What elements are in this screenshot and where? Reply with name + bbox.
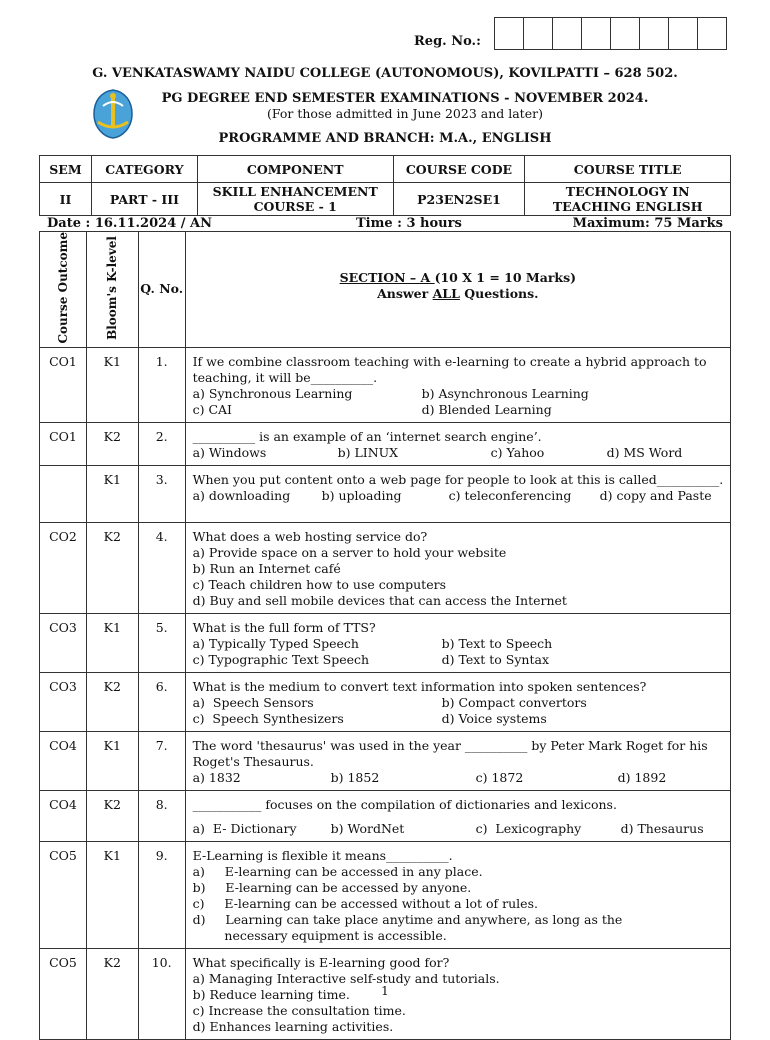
answer-option: b) E-learning can be accessed by anyone. bbox=[192, 879, 472, 895]
blooms-level-header: Bloom's K-level bbox=[105, 235, 120, 340]
answer-option: c) Speech Synthesizers bbox=[192, 710, 344, 726]
answer-option: necessary equipment is accessible. bbox=[192, 927, 447, 943]
question-number: 6. bbox=[138, 672, 185, 731]
admitted-note: (For those admitted in June 2023 and later) bbox=[267, 106, 543, 121]
question-body bbox=[185, 347, 730, 422]
answer-option: d) Buy and sell mobile devices that can access the Internet bbox=[192, 592, 567, 608]
category-value: PART - III bbox=[91, 183, 197, 216]
reg-no-digit-box[interactable] bbox=[581, 17, 611, 50]
section-heading bbox=[185, 232, 730, 348]
question-number: 2. bbox=[138, 422, 185, 465]
answer-option: c) 1872 bbox=[475, 769, 524, 785]
answer-option: c) teleconferencing bbox=[448, 487, 572, 503]
question-text: What specifically is E-learning good for? bbox=[192, 954, 450, 970]
question-text: What is the full form of TTS? bbox=[192, 619, 376, 635]
col-blooms-level bbox=[86, 232, 138, 348]
question-body bbox=[185, 790, 730, 841]
answer-option: d) MS Word bbox=[606, 444, 683, 460]
reg-no-digit-box[interactable] bbox=[610, 17, 640, 50]
blooms-level: K1 bbox=[86, 465, 138, 522]
header-label: COURSE TITLE bbox=[525, 156, 731, 183]
instruction-emph: ALL bbox=[432, 286, 460, 302]
question-number-header: Q. No. bbox=[140, 281, 184, 297]
col-course-outcome bbox=[40, 232, 87, 348]
answer-option: d) Voice systems bbox=[441, 710, 547, 726]
answer-option: a) Windows bbox=[192, 444, 267, 460]
question-row bbox=[40, 790, 731, 841]
blooms-level: K1 bbox=[86, 731, 138, 790]
answer-option: b) Reduce learning time. bbox=[192, 986, 350, 1002]
blooms-level: K1 bbox=[86, 347, 138, 422]
question-body bbox=[185, 841, 730, 948]
question-number: 8. bbox=[138, 790, 185, 841]
answer-option: c) Increase the consultation time. bbox=[192, 1002, 406, 1018]
question-row bbox=[40, 422, 731, 465]
course-outcome: CO5 bbox=[40, 948, 87, 1039]
course-title-value: TECHNOLOGY IN TEACHING ENGLISH bbox=[525, 183, 731, 216]
answer-option: b) WordNet bbox=[330, 820, 405, 836]
course-outcome-header: Course Outcome bbox=[55, 232, 70, 344]
reg-no-digit-box[interactable] bbox=[639, 17, 669, 50]
question-number: 5. bbox=[138, 613, 185, 672]
question-number: 9. bbox=[138, 841, 185, 948]
question-body bbox=[185, 613, 730, 672]
section-title: SECTION – A bbox=[339, 270, 435, 286]
header-label: COMPONENT bbox=[197, 156, 393, 183]
blooms-level: K2 bbox=[86, 948, 138, 1039]
question-row bbox=[40, 465, 731, 522]
question-number: 7. bbox=[138, 731, 185, 790]
question-text: __________ is an example of an ‘internet search engine’. bbox=[192, 428, 542, 444]
college-name: G. VENKATASWAMY NAIDU COLLEGE (AUTONOMOUS), KOVILPATTI – 628 502. bbox=[92, 66, 678, 81]
answer-option: c) Yahoo bbox=[490, 444, 545, 460]
question-number: 1. bbox=[138, 347, 185, 422]
blooms-level: K1 bbox=[86, 613, 138, 672]
answer-option: b) Text to Speech bbox=[441, 635, 553, 651]
exam-date: Date : 16.11.2024 / AN bbox=[47, 216, 213, 231]
question-body bbox=[185, 731, 730, 790]
answer-option: b) LINUX bbox=[337, 444, 399, 460]
question-number: 3. bbox=[138, 465, 185, 522]
answer-option: c) Teach children how to use computers bbox=[192, 576, 446, 592]
component-value: SKILL ENHANCEMENT COURSE - 1 bbox=[197, 183, 393, 216]
reg-no-digit-box[interactable] bbox=[697, 17, 727, 50]
course-outcome bbox=[40, 465, 87, 522]
sem-value: II bbox=[40, 183, 92, 216]
page-number: 1 bbox=[381, 984, 389, 998]
answer-option: b) Asynchronous Learning bbox=[421, 385, 589, 401]
course-outcome: CO1 bbox=[40, 347, 87, 422]
question-row bbox=[40, 522, 731, 613]
reg-no-digit-box[interactable] bbox=[668, 17, 698, 50]
blooms-level: K2 bbox=[86, 522, 138, 613]
col-question-number bbox=[138, 232, 185, 348]
question-number: 10. bbox=[138, 948, 185, 1039]
section-marks: (10 X 1 = 10 Marks) bbox=[434, 270, 577, 286]
answer-option: a) Speech Sensors bbox=[192, 694, 314, 710]
answer-option: a) Synchronous Learning bbox=[192, 385, 353, 401]
answer-option: d) Enhances learning activities. bbox=[192, 1018, 394, 1034]
answer-option: b) uploading bbox=[321, 487, 402, 503]
max-marks: Maximum: 75 Marks bbox=[572, 216, 723, 231]
question-number: 4. bbox=[138, 522, 185, 613]
answer-option: b) 1852 bbox=[330, 769, 380, 785]
course-outcome: CO1 bbox=[40, 422, 87, 465]
question-body bbox=[185, 465, 730, 522]
reg-no-label: Reg. No.: bbox=[414, 34, 481, 49]
question-row bbox=[40, 347, 731, 422]
instruction-end: Questions. bbox=[459, 286, 539, 302]
reg-no-digit-box[interactable] bbox=[523, 17, 553, 50]
question-body bbox=[185, 422, 730, 465]
blooms-level: K2 bbox=[86, 790, 138, 841]
answer-option: b) Run an Internet café bbox=[192, 560, 341, 576]
answer-option: c) Typographic Text Speech bbox=[192, 651, 370, 667]
answer-option: d) Thesaurus bbox=[620, 820, 704, 836]
header-label: COURSE CODE bbox=[393, 156, 525, 183]
answer-option: c) Lexicography bbox=[475, 820, 582, 836]
answer-option: a) Typically Typed Speech bbox=[192, 635, 359, 651]
answer-option: c) CAI bbox=[192, 401, 232, 417]
question-row bbox=[40, 672, 731, 731]
question-text: When you put content onto a web page for people to look at this is called__________. bbox=[192, 471, 724, 487]
question-body bbox=[185, 672, 730, 731]
exam-duration: Time : 3 hours bbox=[356, 216, 462, 231]
question-row bbox=[40, 841, 731, 948]
answer-option: d) 1892 bbox=[617, 769, 667, 785]
reg-no-digit-box[interactable] bbox=[494, 17, 524, 50]
answer-option: d) Text to Syntax bbox=[441, 651, 549, 667]
blooms-level: K1 bbox=[86, 841, 138, 948]
header-label: CATEGORY bbox=[91, 156, 197, 183]
answer-option: d) Blended Learning bbox=[421, 401, 552, 417]
answer-option: a) Provide space on a server to hold your website bbox=[192, 544, 507, 560]
question-text: What does a web hosting service do? bbox=[192, 528, 428, 544]
answer-option: c) E-learning can be accessed without a lot of rules. bbox=[192, 895, 538, 911]
course-outcome: CO3 bbox=[40, 672, 87, 731]
programme-branch: PROGRAMME AND BRANCH: M.A., ENGLISH bbox=[218, 131, 552, 146]
answer-option: d) Learning can take place anytime and anywhere, as long as the bbox=[192, 911, 623, 927]
question-text: If we combine classroom teaching with e-learning to create a hybrid approach to teaching, it will be__________. bbox=[192, 353, 707, 385]
question-body bbox=[185, 522, 730, 613]
answer-option: a) E-learning can be accessed in any place. bbox=[192, 863, 483, 879]
blooms-level: K2 bbox=[86, 422, 138, 465]
course-outcome: CO4 bbox=[40, 790, 87, 841]
course-code-value: P23EN2SE1 bbox=[393, 183, 525, 216]
header-label: SEM bbox=[40, 156, 92, 183]
question-row bbox=[40, 613, 731, 672]
answer-option: a) 1832 bbox=[192, 769, 241, 785]
question-text: What is the medium to convert text information into spoken sentences? bbox=[192, 678, 647, 694]
answer-option: d) copy and Paste bbox=[599, 487, 712, 503]
exam-title: PG DEGREE END SEMESTER EXAMINATIONS - NOVEMBER 2024. bbox=[161, 91, 649, 106]
instruction: Answer bbox=[377, 286, 433, 302]
course-outcome: CO2 bbox=[40, 522, 87, 613]
question-text: The word 'thesaurus' was used in the year __________ by Peter Mark Roget for his Roget's Thesaurus. bbox=[192, 737, 708, 769]
question-text: E-Learning is flexible it means__________. bbox=[192, 847, 453, 863]
reg-no-boxes bbox=[495, 17, 727, 50]
answer-option: b) Compact convertors bbox=[441, 694, 587, 710]
blooms-level: K2 bbox=[86, 672, 138, 731]
course-outcome: CO3 bbox=[40, 613, 87, 672]
reg-no-digit-box[interactable] bbox=[552, 17, 582, 50]
answer-option: a) E- Dictionary bbox=[192, 820, 297, 836]
course-info-table bbox=[39, 155, 731, 216]
answer-option: a) downloading bbox=[192, 487, 291, 503]
answer-option: a) Managing Interactive self-study and tutorials. bbox=[192, 970, 500, 986]
questions-table bbox=[39, 231, 731, 1040]
question-text: ___________ focuses on the compilation of dictionaries and lexicons. bbox=[192, 796, 617, 812]
question-row bbox=[40, 731, 731, 790]
course-outcome: CO4 bbox=[40, 731, 87, 790]
course-outcome: CO5 bbox=[40, 841, 87, 948]
